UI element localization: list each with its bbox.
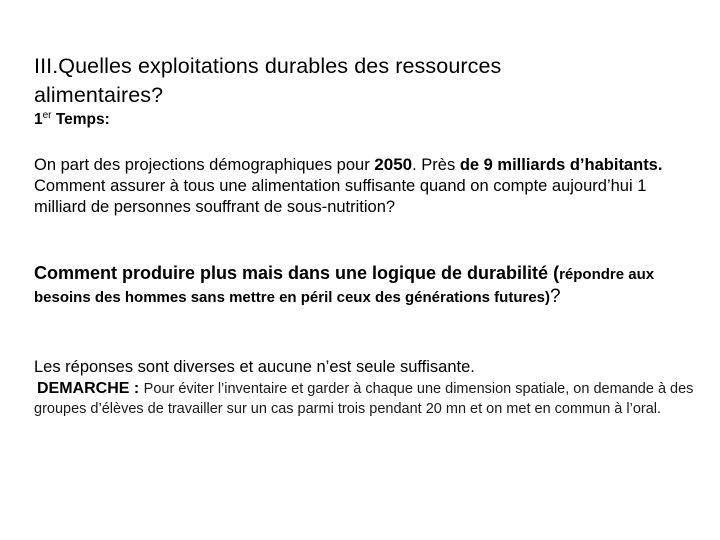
title-line-2: alimentaires? (34, 83, 164, 107)
subtitle-superscript: er (42, 110, 52, 121)
question-context: Comment assurer à tous une alimentation suffisante quand on compte aujourd’hui 1 milliard de personnes souffrant de sous-nutrition? (34, 177, 647, 216)
context-text-b: . Près (412, 156, 460, 174)
demarche-text: Pour éviter l’inventaire et garder à chaque une dimension spatiale, on demande à des groupes d’élèves de travailler sur un cas parmi trois pendant 20 mn et on met en commun à l’oral. (34, 381, 694, 417)
answer-text: Les réponses sont diverses et aucune n’est seule suffisante. (34, 358, 475, 376)
key-question (34, 262, 699, 309)
section-subtitle (34, 110, 694, 130)
question-rest: répondre aux besoins des hommes sans mettre en péril ceux des générations futures) (34, 266, 655, 306)
subtitle-number: 1 (34, 111, 43, 128)
demarche-paragraph (34, 379, 704, 419)
question-main: Comment produire plus mais dans une logique de durabilité ( (34, 263, 560, 283)
question-mark: ? (550, 286, 561, 307)
title-line-1: III.Quelles exploitations durables des ressources (34, 54, 502, 78)
context-bold: de 9 milliards d’habitants. (459, 156, 663, 174)
context-paragraph (34, 154, 694, 218)
demarche-label: DEMARCHE : (37, 380, 144, 397)
context-text-a: On part des projections démographiques pour (34, 156, 375, 174)
subtitle-text: Temps: (51, 111, 110, 128)
context-year: 2050 (374, 155, 413, 174)
slide-title (34, 52, 694, 110)
